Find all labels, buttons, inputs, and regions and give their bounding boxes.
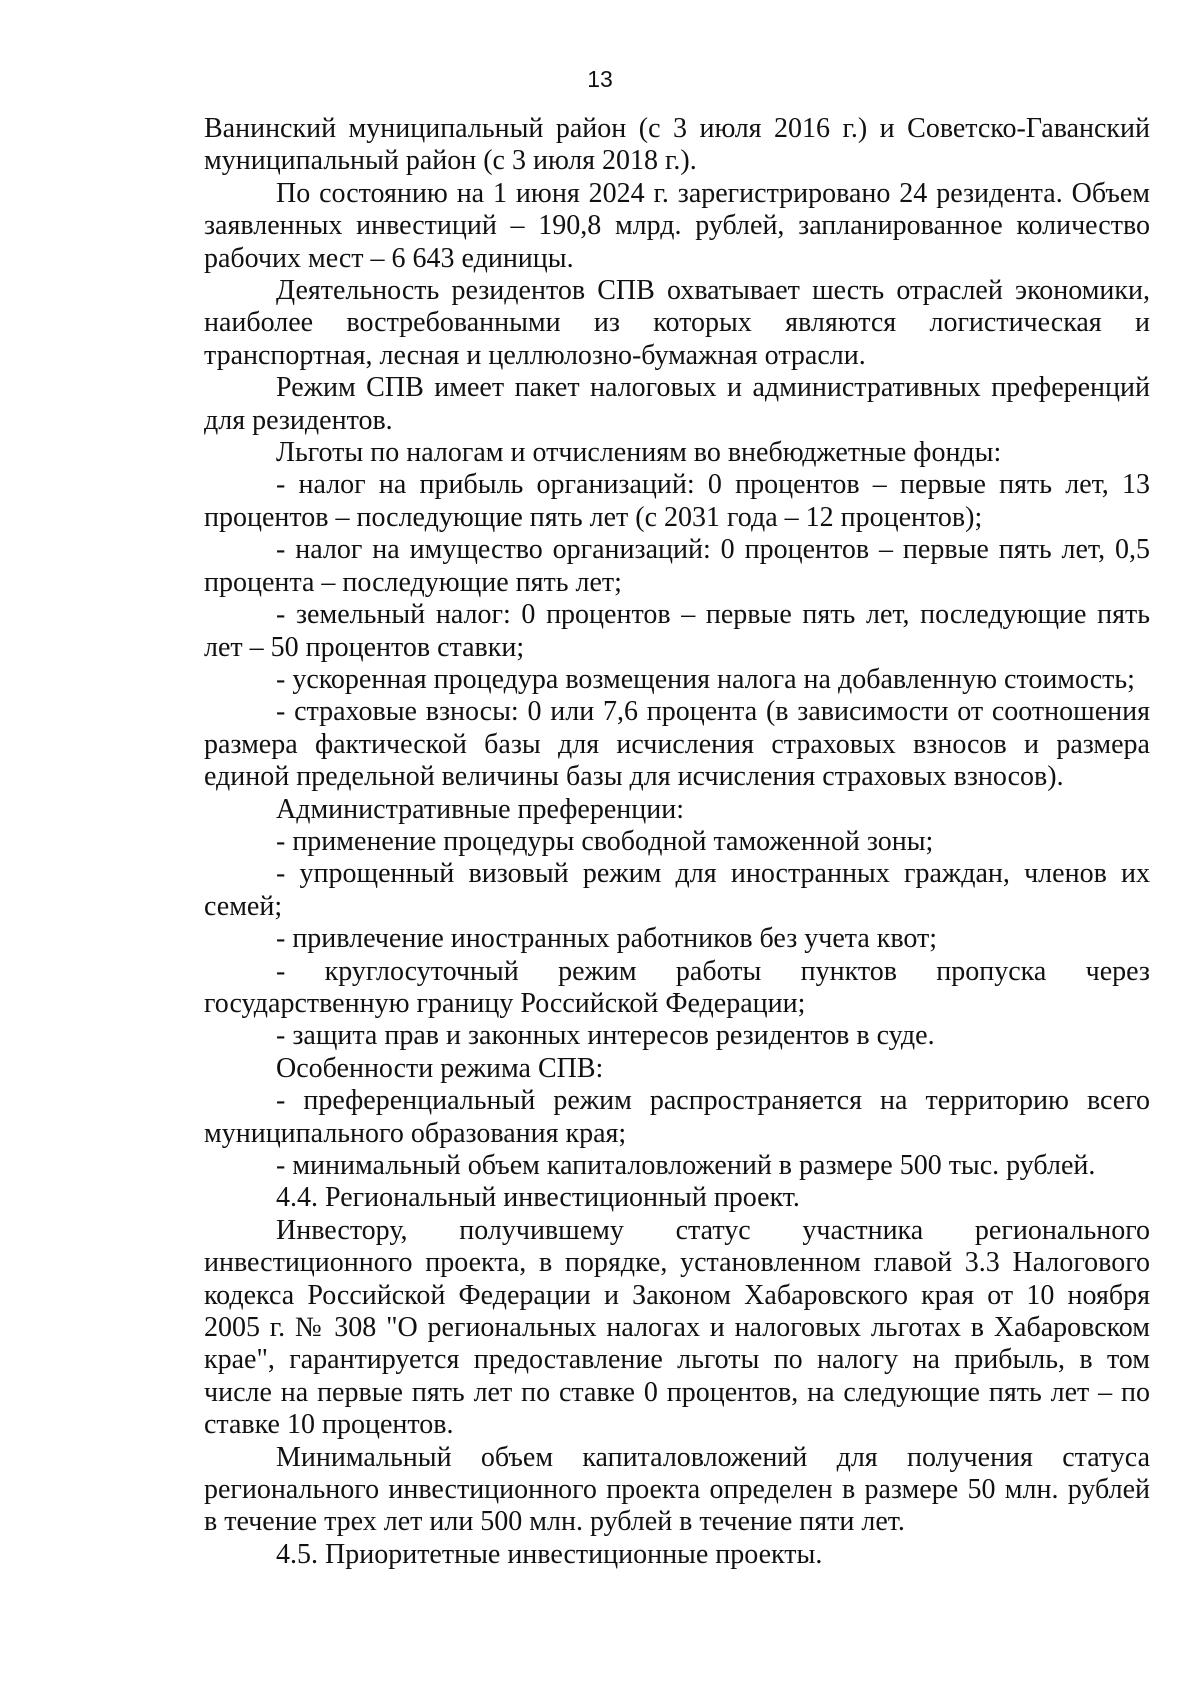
list-item-vat-refund: - ускоренная процедура возмещения налога на добавленную стоимость; [276, 663, 1135, 695]
paragraph-regional-project-minimum: Минимальный объем капиталовложений для получения статуса регионального инвестиционного проекта определен в размере 50 млн. рублей в течение трех лет или 500 млн. рублей в течение пяти лет. [204, 1441, 1150, 1538]
list-item-free-customs-zone: - применение процедуры свободной таможенной зоны; [276, 825, 934, 857]
list-item-profit-tax: - налог на прибыль организаций: 0 процентов – первые пять лет, 13 процентов – последующие пять лет (с 2031 года – 12 процентов); [204, 469, 1150, 533]
page-number: 13 [587, 66, 613, 92]
list-item-court-protection: - защита прав и законных интересов резидентов в суде. [276, 1020, 935, 1052]
list-item-foreign-workers: - привлечение иностранных работников без учета квот; [276, 923, 938, 955]
document-body [204, 113, 1150, 1571]
list-item-border-checkpoints: - круглосуточный режим работы пунктов пропуска через государственную границу Российской Федерации; [204, 955, 1150, 1019]
list-item-insurance-contributions: - страховые взносы: 0 или 7,6 процента (в зависимости от соотношения размера фактической базы для исчисления страховых взносов и размера единой предельной величины базы для исчисления страховых взносов). [204, 696, 1150, 793]
heading-tax-benefits: Льготы по налогам и отчислениям во внебюджетные фонды: [276, 437, 1002, 469]
paragraph-industries: Деятельность резидентов СПВ охватывает шесть отраслей экономики, наиболее востребованными из которых являются логистическая и транспортная, лесная и целлюлозно-бумажная отрасли. [204, 275, 1150, 371]
paragraph-residents-stats: По состоянию на 1 июня 2024 г. зарегистрировано 24 резидента. Объем заявленных инвестиций – 190,8 млрд. рублей, запланированное количество рабочих мест – 6 643 единицы. [204, 177, 1150, 274]
paragraph-intro-continuation: Ванинский муниципальный район (с 3 июля 2016 г.) и Советско-Гаванский муниципальный район (с 3 июля 2018 г.). [204, 113, 1150, 177]
heading-regime-features: Особенности режима СПВ: [276, 1052, 604, 1084]
list-item-visa-regime: - упрощенный визовый режим для иностранных граждан, членов их семей; [204, 858, 1150, 922]
list-item-land-tax: - земельный налог: 0 процентов – первые пять лет, последующие пять лет – 50 процентов ставки; [204, 599, 1150, 663]
paragraph-preferences-package: Режим СПВ имеет пакет налоговых и административных преференций для резидентов. [204, 372, 1150, 436]
section-heading-4-4: 4.4. Региональный инвестиционный проект. [276, 1182, 800, 1214]
section-heading-4-5: 4.5. Приоритетные инвестиционные проекты. [276, 1538, 823, 1570]
list-item-territory: - преференциальный режим распространяется на территорию всего муниципального образования края; [204, 1085, 1150, 1149]
heading-administrative-preferences: Административные преференции: [276, 793, 684, 825]
list-item-minimum-investment: - минимальный объем капиталовложений в размере 500 тыс. рублей. [276, 1150, 1096, 1181]
paragraph-regional-project-benefits: Инвестору, получившему статус участника регионального инвестиционного проекта, в порядке, установленном главой 3.3 Налогового кодекса Российской Федерации и Законом Хабаровского края от 10 ноября 2005 г. № 308 "О региональных налогах и налоговых льготах в Хабаровском крае", гарантируется предоставление льготы по налогу на прибыль, в том числе на первые пять лет по ставке 0 процентов, на следующие пять лет – по ставке 10 процентов. [204, 1214, 1150, 1441]
list-item-property-tax: - налог на имущество организаций: 0 процентов – первые пять лет, 0,5 процента – последующие пять лет; [204, 534, 1150, 598]
